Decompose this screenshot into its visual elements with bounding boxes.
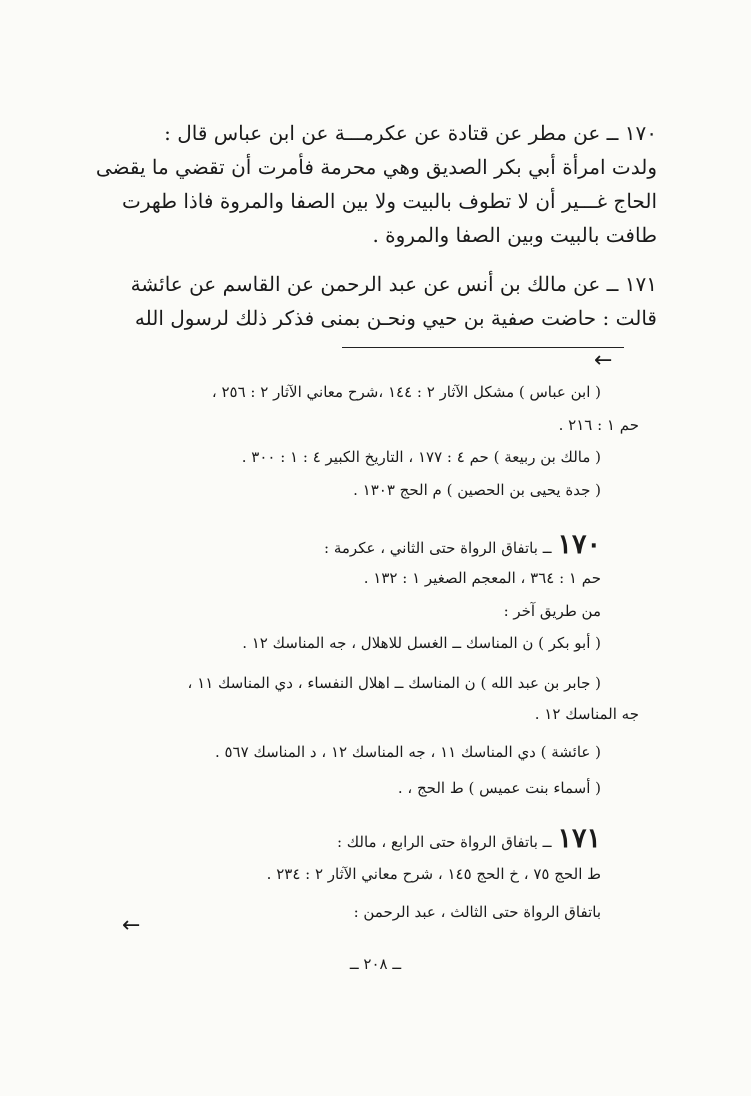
note-number-171: ١٧١ [557, 823, 601, 854]
footnote-line: ( عائشة ) دي المناسك ١١ ، جه المناسك ١٢ ، د المناسك ٥٦٧ . [214, 743, 601, 761]
footnote-line: ( أبو بكر ) ن المناسك ــ الغسل للاهلال ، جه المناسك ١٢ . [242, 634, 601, 652]
footnote-line: من طريق آخر : [503, 602, 601, 620]
footnote-line: باتفاق الرواة حتى الثالث ، عبد الرحمن : [353, 903, 601, 921]
footnote-heading-text: ــ باتفاق الرواة حتى الرابع ، مالك : [336, 833, 552, 851]
footnote-heading-text: ــ باتفاق الرواة حتى الثاني ، عكرمة : [324, 539, 552, 557]
footnote-separator [342, 347, 624, 348]
main-text-line-6: قالت : حاضت صفية بن حيي ونحـن بمنى فذكر ذلك لرسول الله [134, 306, 657, 330]
footnote-line: حم ١ : ٢١٦ . [558, 416, 639, 434]
main-text-line-1: ١٧٠ ــ عن مطر عن قتادة عن عكرمـــة عن ابن عباس قال : [164, 121, 657, 145]
main-text-line-3: الحاج غـــير أن لا تطوف بالبيت ولا بين الصفا والمروة فاذا طهرت [121, 189, 657, 213]
footnote-line: جه المناسك ١٢ . [534, 705, 639, 723]
footnote-heading-171 [337, 823, 601, 854]
page-number: ــ ٢٠٨ ــ [349, 955, 402, 973]
footnote-heading-170 [324, 529, 601, 560]
main-text-line-2: ولدت امرأة أبي بكر الصديق وهي محرمة فأمرت أن تقضي ما يقضى [95, 155, 657, 179]
footnote-line: ( أسماء بنت عميس ) ط الحج ، . [397, 779, 601, 797]
left-arrow-icon: ← [122, 913, 141, 938]
footnote-line: ( جابر بن عبد الله ) ن المناسك ــ اهلال النفساء ، دي المناسك ١١ ، [187, 674, 601, 692]
footnote-line: ( مالك بن ربيعة ) حم ٤ : ١٧٧ ، التاريخ الكبير ٤ : ١ : ٣٠٠ . [241, 448, 601, 466]
footnote-line: ط الحج ٧٥ ، خ الحج ١٤٥ ، شرح معاني الآثار ٢ : ٢٣٤ . [266, 865, 601, 883]
main-text-line-4: طافت بالبيت وبين الصفا والمروة . [372, 223, 657, 247]
footnote-line: ( ابن عباس ) مشكل الآثار ٢ : ١٤٤ ،شرح معاني الآثار ٢ : ٢٥٦ ، [211, 383, 601, 401]
note-number-170: ١٧٠ [557, 529, 601, 560]
left-arrow-icon: ← [594, 348, 613, 373]
main-text-line-5: ١٧١ ــ عن مالك بن أنس عن عبد الرحمن عن القاسم عن عائشة [130, 272, 657, 296]
footnote-line: حم ١ : ٣٦٤ ، المعجم الصغير ١ : ١٣٢ . [363, 569, 601, 587]
footnote-line: ( جدة يحيى بن الحصين ) م الحج ١٣٠٣ . [353, 481, 601, 499]
